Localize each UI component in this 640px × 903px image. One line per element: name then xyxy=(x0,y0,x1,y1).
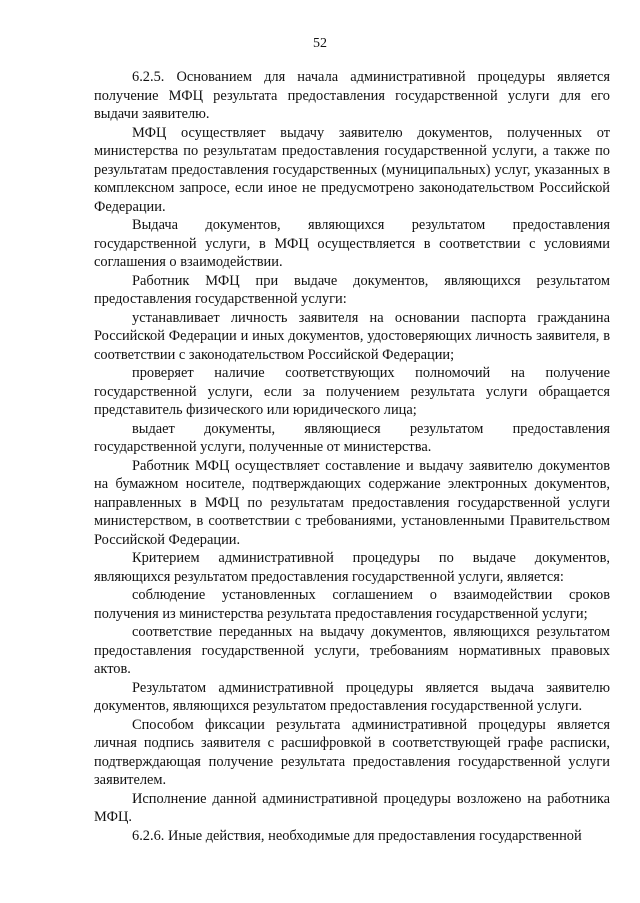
paragraph-check-authority: проверяет наличие соответствующих полномочий на получение государственной услуги, если за получением результата услуги обращается представитель физического или юридического лица; xyxy=(94,365,610,418)
paragraph-criterion-deadlines: соблюдение установленных соглашением о взаимодействии сроков получения из министерства результата предоставления государственной услуги; xyxy=(94,587,610,622)
paragraph-mfc-worker-duties-intro: Работник МФЦ при выдаче документов, являющихся результатом предоставления государственной услуги: xyxy=(94,272,610,307)
paragraph-fixation-method: Способом фиксации результата административной процедуры является личная подпись заявителя с расшифровкой в соответствующей графе расписки, подтверждающая получение результата предоставления государственной услуги заявителем. xyxy=(94,716,610,788)
paragraph-criterion-intro: Критерием административной процедуры по выдаче документов, являющихся результатом предоставления государственной услуги, является: xyxy=(94,550,610,585)
paragraph-mfc-issues-documents: МФЦ осуществляет выдачу заявителю документов, полученных от министерства по результатам предоставления государственной услуги, а также по результатам предоставления государственных (муниципальных) услуг, указанных в комплексном запросе, если иное не предусмотрено законодательством Российской Федерации. xyxy=(94,124,610,215)
paragraph-execution-assigned: Исполнение данной административной процедуры возложено на работника МФЦ. xyxy=(94,790,610,825)
paragraph-paper-copies: Работник МФЦ осуществляет составление и выдачу заявителю документов на бумажном носителе, подтверждающих содержание электронных документов, направленных в МФЦ по результатам предоставления государственной услуги министерством, в соответствии с требованиями, установленными Правительством Российской Федерации. xyxy=(94,457,610,548)
paragraph-6-2-5-basis: 6.2.5. Основанием для начала административной процедуры является получение МФЦ результата предоставления государственной услуги для его выдачи заявителю. xyxy=(94,69,610,122)
paragraph-issue-per-agreement: Выдача документов, являющихся результатом предоставления государственной услуги, в МФЦ осуществляется в соответствии с условиями соглашения о взаимодействии. xyxy=(94,217,610,270)
paragraph-procedure-result: Результатом административной процедуры является выдача заявителю документов, являющихся результатом предоставления государственной услуги. xyxy=(94,679,610,714)
document-body xyxy=(94,68,610,845)
paragraph-identify-applicant: устанавливает личность заявителя на основании паспорта гражданина Российской Федерации и иных документов, удостоверяющих личность заявителя, в соответствии с законодательством Российской Федерации; xyxy=(94,309,610,363)
paragraph-criterion-compliance: соответствие переданных на выдачу документов, являющихся результатом предоставления государственной услуги, требованиям нормативных правовых актов. xyxy=(94,624,610,677)
paragraph-issue-results: выдает документы, являющиеся результатом предоставления государственной услуги, полученные от министерства. xyxy=(94,420,610,455)
paragraph-6-2-6-other-actions: 6.2.6. Иные действия, необходимые для предоставления государственной xyxy=(132,827,582,844)
page-number: 52 xyxy=(313,36,327,51)
